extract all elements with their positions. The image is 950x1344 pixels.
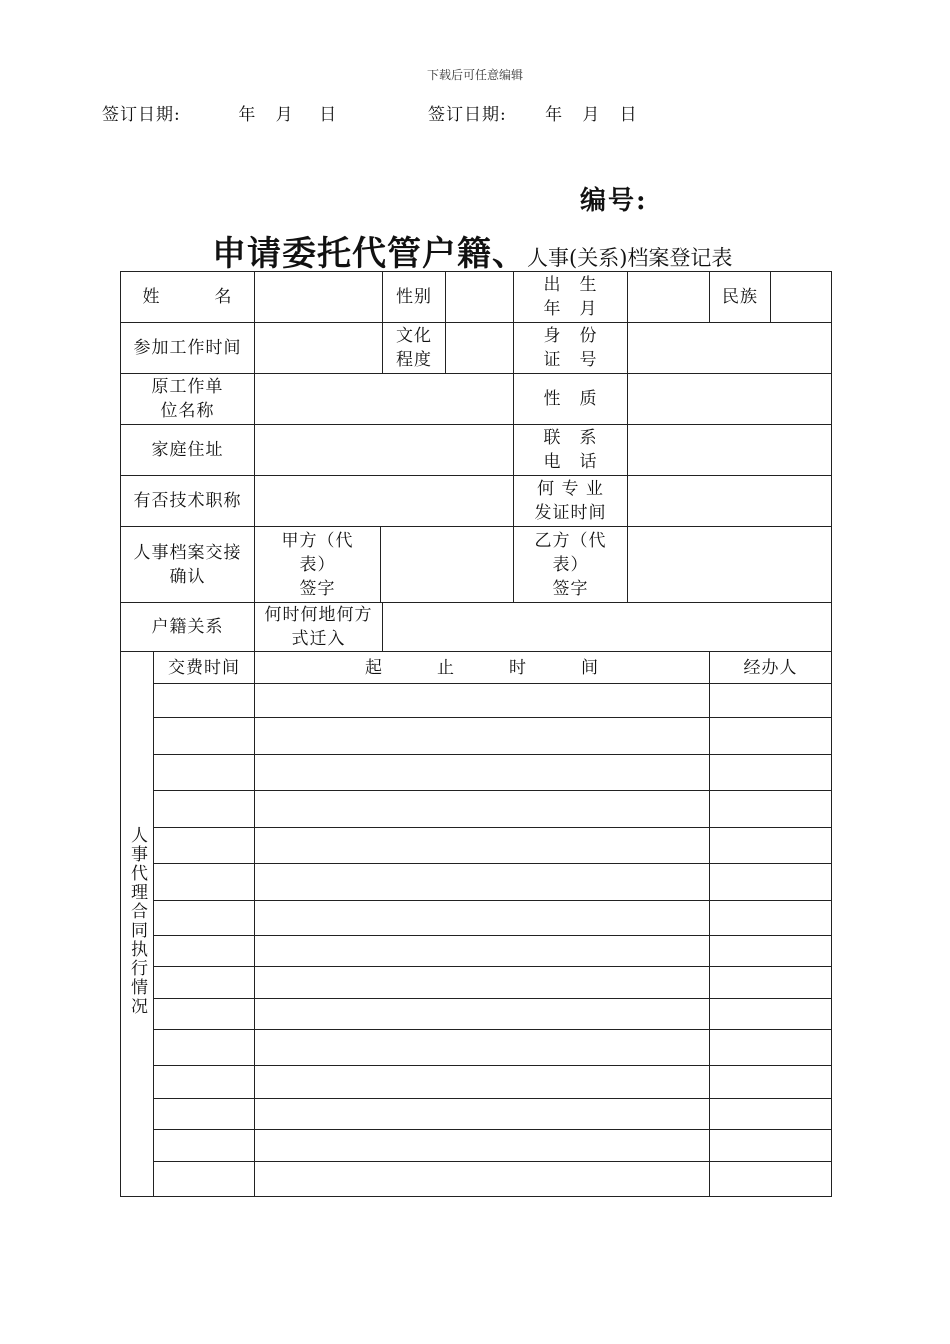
- header-note: 下载后可任意编辑: [426, 68, 523, 82]
- cell-handler[interactable]: [710, 936, 832, 967]
- label-tech-title: 有否技术职称: [121, 476, 255, 527]
- cell-fee-time[interactable]: [154, 1130, 255, 1162]
- label-birth: 出 生 年 月: [514, 272, 628, 323]
- cell-period[interactable]: [255, 828, 710, 864]
- cell-fee-time[interactable]: [154, 1030, 255, 1066]
- cell-handler[interactable]: [710, 1130, 832, 1162]
- cell-period[interactable]: [255, 1162, 710, 1197]
- label-household: 户籍关系: [121, 603, 255, 652]
- label-gender: 性别: [383, 272, 446, 323]
- cell-fee-time[interactable]: [154, 864, 255, 901]
- cell-handler[interactable]: [710, 1162, 832, 1197]
- field-party-a-sign[interactable]: [381, 527, 514, 603]
- field-name[interactable]: [255, 272, 383, 323]
- label-party-b-sign: 乙方（代 表） 签字: [514, 527, 628, 603]
- label-major-cert: 何 专 业 发证时间: [514, 476, 628, 527]
- field-household-moved[interactable]: [383, 603, 832, 652]
- field-major-cert[interactable]: [628, 476, 832, 527]
- label-name: 姓 名: [121, 272, 255, 323]
- col-header-period: 起 止 时 间: [255, 652, 710, 684]
- field-home-address[interactable]: [255, 425, 514, 476]
- sign-date-day: 日: [619, 105, 638, 125]
- field-id-number[interactable]: [628, 323, 832, 374]
- cell-period[interactable]: [255, 864, 710, 901]
- cell-fee-time[interactable]: [154, 791, 255, 828]
- col-header-fee-time: 交费时间: [154, 652, 255, 684]
- label-original-unit: 原工作单 位名称: [121, 374, 255, 425]
- cell-fee-time[interactable]: [154, 967, 255, 999]
- cell-period[interactable]: [255, 967, 710, 999]
- cell-period[interactable]: [255, 936, 710, 967]
- field-birth[interactable]: [628, 272, 710, 323]
- field-nature[interactable]: [628, 374, 832, 425]
- label-home-address: 家庭住址: [121, 425, 255, 476]
- cell-fee-time[interactable]: [154, 684, 255, 718]
- cell-handler[interactable]: [710, 828, 832, 864]
- field-gender[interactable]: [446, 272, 514, 323]
- col-header-handler: 经办人: [710, 652, 832, 684]
- cell-period[interactable]: [255, 999, 710, 1030]
- cell-period[interactable]: [255, 791, 710, 828]
- cell-period[interactable]: [255, 1066, 710, 1099]
- execution-side-label: 人事代理合同执行情况: [121, 652, 154, 1197]
- cell-handler[interactable]: [710, 967, 832, 999]
- cell-handler[interactable]: [710, 791, 832, 828]
- label-id-number: 身 份 证 号: [514, 323, 628, 374]
- label-ethnicity: 民族: [710, 272, 771, 323]
- cell-handler[interactable]: [710, 1030, 832, 1066]
- cell-fee-time[interactable]: [154, 999, 255, 1030]
- cell-handler[interactable]: [710, 864, 832, 901]
- cell-period[interactable]: [255, 755, 710, 791]
- field-party-b-sign[interactable]: [628, 527, 832, 603]
- label-contact-phone: 联 系 电 话: [514, 425, 628, 476]
- sign-date-a: [102, 100, 337, 125]
- cell-fee-time[interactable]: [154, 1099, 255, 1130]
- label-nature: 性 质: [514, 374, 628, 425]
- label-work-start: 参加工作时间: [121, 323, 255, 374]
- cell-fee-time[interactable]: [154, 828, 255, 864]
- cell-handler[interactable]: [710, 999, 832, 1030]
- cell-period[interactable]: [255, 718, 710, 755]
- field-contact-phone[interactable]: [628, 425, 832, 476]
- cell-handler[interactable]: [710, 755, 832, 791]
- sign-date-year: 年: [545, 105, 564, 125]
- cell-period[interactable]: [255, 901, 710, 936]
- cell-fee-time[interactable]: [154, 755, 255, 791]
- sign-date-label: 签订日期:: [428, 105, 507, 125]
- cell-period[interactable]: [255, 1030, 710, 1066]
- title-sub: 人事(关系)档案登记表: [527, 246, 733, 270]
- label-archive-handover: 人事档案交接 确认: [121, 527, 255, 603]
- cell-fee-time[interactable]: [154, 901, 255, 936]
- sign-date-month: 月: [582, 105, 601, 125]
- cell-fee-time[interactable]: [154, 1162, 255, 1197]
- field-education[interactable]: [446, 323, 514, 374]
- cell-fee-time[interactable]: [154, 1066, 255, 1099]
- label-household-moved: 何时何地何方式迁入: [255, 603, 383, 652]
- cell-handler[interactable]: [710, 901, 832, 936]
- label-party-a-sign: 甲方（代 表） 签字: [255, 527, 381, 603]
- label-education: 文化 程度: [383, 323, 446, 374]
- sign-date-label: 签订日期:: [102, 105, 181, 125]
- cell-handler[interactable]: [710, 718, 832, 755]
- cell-handler[interactable]: [710, 1099, 832, 1130]
- sign-date-year: 年: [238, 105, 257, 125]
- cell-period[interactable]: [255, 684, 710, 718]
- title-main: 申请委托代管户籍、: [212, 234, 527, 274]
- cell-handler[interactable]: [710, 1066, 832, 1099]
- cell-fee-time[interactable]: [154, 936, 255, 967]
- field-original-unit[interactable]: [255, 374, 514, 425]
- cell-period[interactable]: [255, 1130, 710, 1162]
- sign-date-month: 月: [275, 105, 294, 125]
- registration-form-table: [120, 271, 832, 1197]
- cell-period[interactable]: [255, 1099, 710, 1130]
- field-ethnicity[interactable]: [771, 272, 832, 323]
- document-title: [212, 226, 732, 275]
- sign-date-day: 日: [319, 105, 338, 125]
- document-number-label: 编号:: [580, 186, 648, 216]
- cell-fee-time[interactable]: [154, 718, 255, 755]
- field-work-start[interactable]: [255, 323, 383, 374]
- cell-handler[interactable]: [710, 684, 832, 718]
- field-tech-title[interactable]: [255, 476, 514, 527]
- sign-date-b: [428, 100, 638, 125]
